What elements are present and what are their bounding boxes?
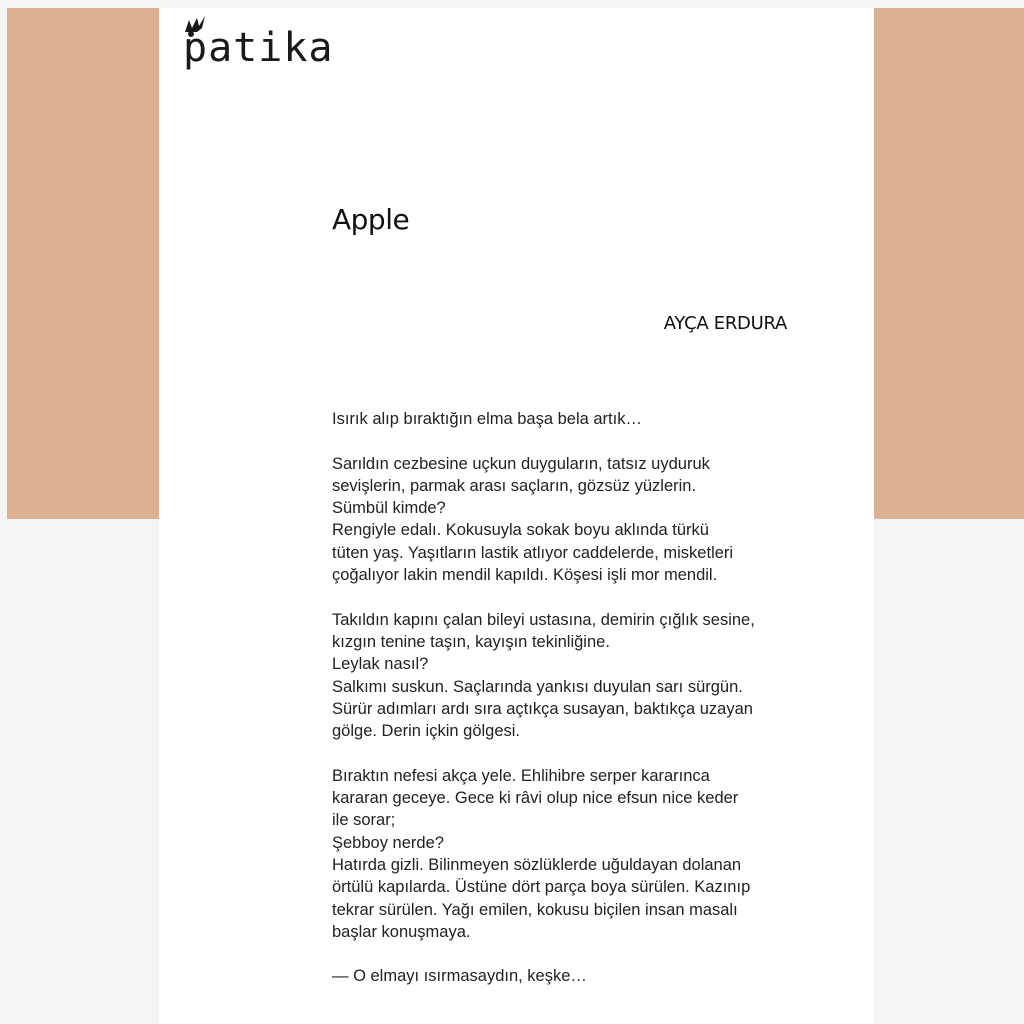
text-line: sevişlerin, parmak arası saçların, gözsüz yüzlerin. (332, 476, 697, 495)
text-line: Bıraktın nefesi akça yele. Ehlihibre serper kararınca (332, 766, 710, 785)
paragraph (332, 408, 802, 430)
logo-wordmark: patika (183, 25, 334, 71)
text-line: Şebboy nerde? (332, 833, 444, 852)
paragraph (332, 965, 802, 987)
text-line: kızgın tenine taşın, kayışın tekinliğine. (332, 632, 610, 651)
decorative-band-left (7, 8, 159, 519)
patika-logo[interactable] (177, 14, 337, 84)
text-line: Sürür adımları ardı sıra açtıkça susayan, baktıkça uzayan (332, 699, 753, 718)
text-line: — O elmayı ısırmasaydın, keşke… (332, 967, 587, 986)
text-line: kararan geceye. Gece ki râvi olup nice efsun nice keder (332, 789, 739, 808)
text-line: Sümbül kimde? (332, 499, 446, 518)
text-line: tekrar sürülen. Yağı emilen, kokusu biçilen insan masalı (332, 900, 738, 919)
text-line: Leylak nasıl? (332, 655, 429, 674)
paragraph (332, 453, 802, 587)
text-line: örtülü kapılarda. Üstüne dört parça boya sürülen. Kazınıp (332, 878, 751, 897)
text-line: Rengiyle edalı. Kokusuyla sokak boyu aklında türkü (332, 521, 709, 540)
text-line: Takıldın kapını çalan bileyi ustasına, demirin çığlık sesine, (332, 610, 755, 629)
article-author: AYÇA ERDURA (663, 313, 787, 334)
text-line: Hatırda gizli. Bilinmeyen sözlüklerde uğuldayan dolanan (332, 855, 742, 874)
text-line: gölge. Derin içkin gölgesi. (332, 722, 521, 741)
text-line: ile sorar; (332, 811, 396, 830)
text-line: Sarıldın cezbesine uçkun duyguların, tatsız uyduruk (332, 454, 710, 473)
text-line: başlar konuşmaya. (332, 922, 471, 941)
article-title: Apple (332, 203, 410, 236)
text-line: çoğalıyor lakin mendil kapıldı. Köşesi işli mor mendil. (332, 566, 718, 585)
paragraph (332, 765, 802, 943)
text-line: Salkımı suskun. Saçlarında yankısı duyulan sarı sürgün. (332, 677, 743, 696)
article-page (159, 8, 874, 1024)
paragraph (332, 609, 802, 743)
text-line: Isırık alıp bıraktığın elma başa bela artık… (332, 410, 642, 428)
article-body (332, 408, 802, 1010)
text-line: tüten yaş. Yaşıtların lastik atlıyor caddelerde, misketleri (332, 543, 734, 562)
decorative-band-right (874, 8, 1024, 519)
